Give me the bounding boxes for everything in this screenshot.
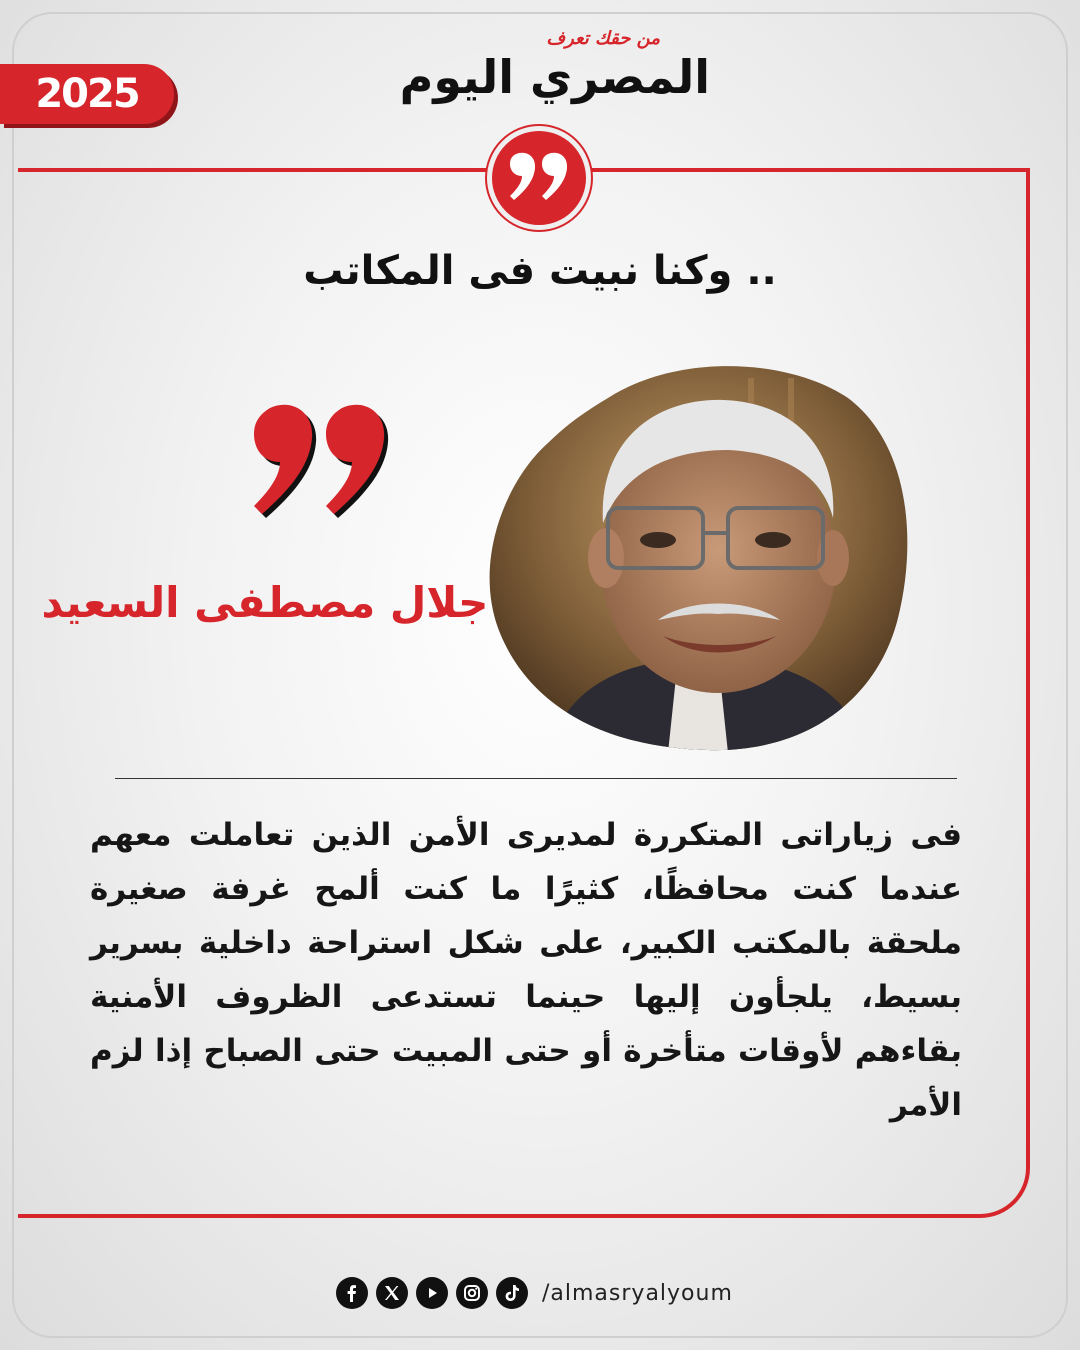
divider	[115, 778, 957, 779]
x-icon[interactable]	[376, 1277, 408, 1309]
quote-mark-icon	[250, 402, 400, 532]
author-portrait	[488, 358, 913, 753]
headline: .. وكنا نبيت فى المكاتب	[303, 248, 777, 294]
tiktok-icon[interactable]	[496, 1277, 528, 1309]
facebook-icon[interactable]	[336, 1277, 368, 1309]
instagram-icon[interactable]	[456, 1277, 488, 1309]
quote-badge-icon	[487, 126, 591, 230]
year-badge: 2025	[0, 64, 174, 124]
social-handle[interactable]: /almasryalyoum	[542, 1280, 733, 1306]
logo-name: المصري اليوم	[399, 50, 710, 104]
youtube-icon[interactable]	[416, 1277, 448, 1309]
quote-body: فى زياراتى المتكررة لمديرى الأمن الذين تعاملت معهم عندما كنت محافظًا، كثيرًا ما كنت ألمح غرفة صغيرة ملحقة بالمكتب الكبير، على شكل استراحة داخلية بسرير بسيط، يلجأون إليها حينما تستدعى الظروف الأمنية بقاءهم لأوقات متأخرة أو حتى المبيت حتى الصباح إذا لزم الأمر	[90, 817, 962, 1123]
brand-logo	[370, 28, 710, 108]
logo-tagline: من حقك تعرف	[546, 28, 660, 49]
author-name: جلال مصطفى السعيد	[41, 578, 489, 627]
social-bar	[336, 1276, 733, 1310]
